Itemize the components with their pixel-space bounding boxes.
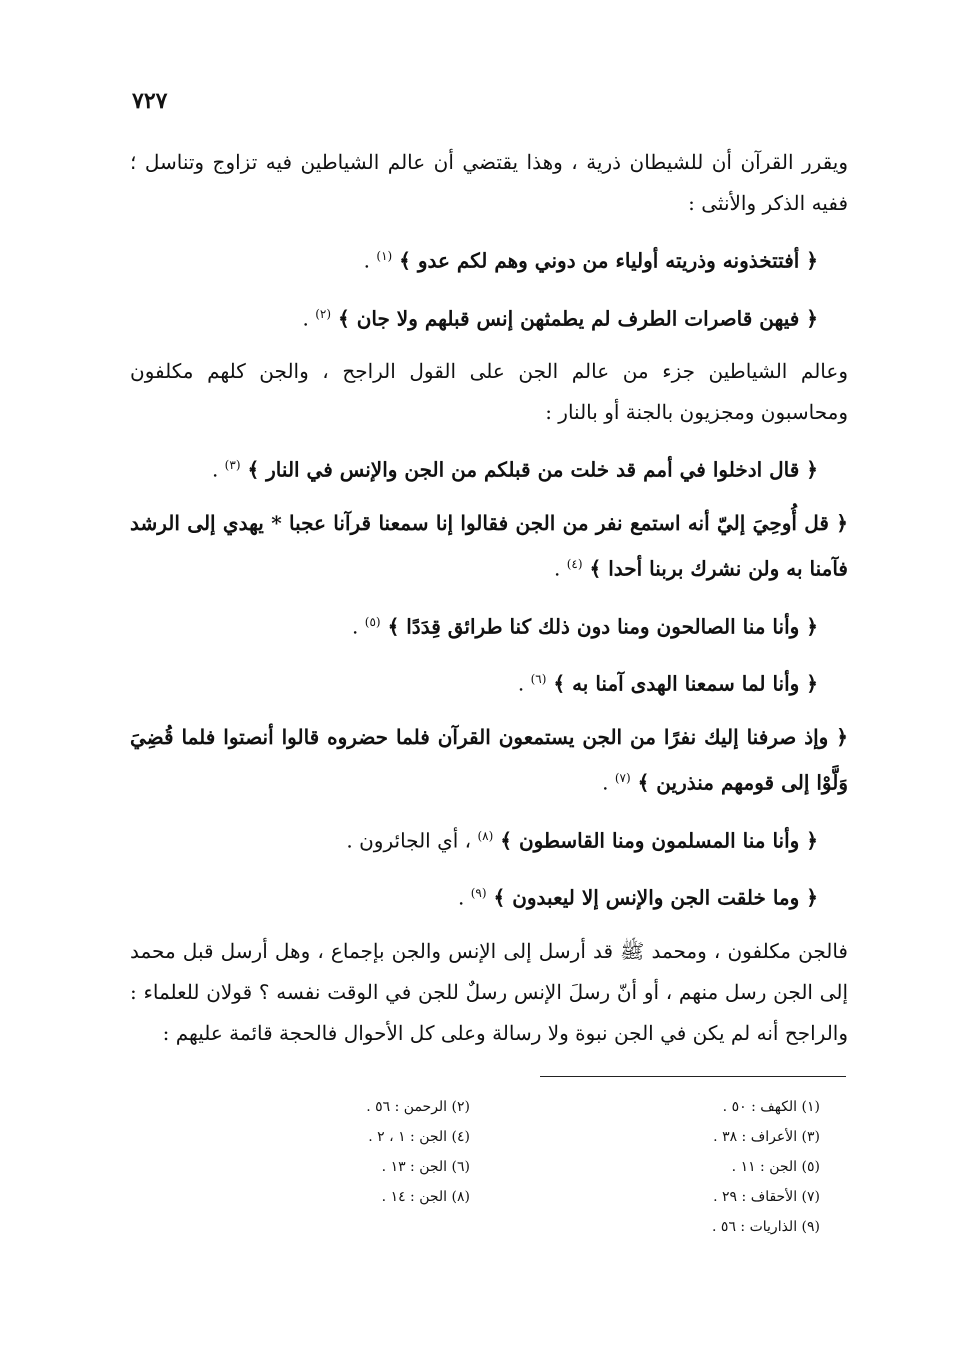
verse-suffix: . bbox=[554, 556, 567, 581]
paragraph-text: فالجن مكلفون ، ومحمد ﷺ قد أرسل إلى الإنس والجن بإجماع ، وهل أرسل قبل محمد إلى الجن رسل منهم ، أو أنّ رسلَ الإنس رسلٌ للجن في الوقت نفسه ؟ قولان للعلماء : والراجح أنه لم يكن في الجن نبوة ولا رسالة وعلى كل الأحوال فالحجة قائمة عليهم : bbox=[130, 938, 848, 1045]
footnote: (٨) الجن : ١٤ . bbox=[381, 1189, 470, 1205]
footnotes-column-even bbox=[250, 1092, 470, 1212]
quran-verse bbox=[130, 659, 848, 705]
quran-verse bbox=[130, 445, 848, 491]
quran-verse bbox=[130, 294, 848, 340]
footnote: (٤) الجن : ١ ، ٢ . bbox=[368, 1129, 470, 1145]
footnote-ref: (١) bbox=[376, 249, 393, 263]
footnote: (٦) الجن : ١٣ . bbox=[381, 1159, 470, 1175]
quran-verse bbox=[130, 717, 848, 804]
footnote-ref: (٦) bbox=[530, 672, 547, 687]
quran-verse bbox=[130, 873, 848, 919]
verse-text: ﴿ وما خلقت الجن والإنس إلا ليعبدون ﴾ bbox=[493, 885, 818, 910]
verse-suffix: . bbox=[602, 770, 615, 795]
verse-suffix: . bbox=[363, 248, 377, 273]
footnote-ref: (٣) bbox=[224, 458, 241, 473]
quran-verse bbox=[130, 503, 848, 590]
footnotes-column-odd bbox=[600, 1092, 820, 1242]
page-number: ٧٢٧ bbox=[132, 88, 168, 114]
footnote-ref: (٢) bbox=[315, 306, 332, 321]
footnote: (١) الكهف : ٥٠ . bbox=[722, 1099, 820, 1115]
footnote-ref: (٥) bbox=[364, 614, 381, 629]
verse-text: ﴿ فيهن قاصرات الطرف لم يطمثهن إنس قبلهم ولا جان ﴾ bbox=[338, 306, 818, 331]
quran-verse bbox=[130, 236, 848, 282]
footnote: (٢) الرحمن : ٥٦ . bbox=[366, 1099, 470, 1115]
verse-suffix: . bbox=[211, 457, 225, 482]
footnote: (٩) الذاريات : ٥٦ . bbox=[712, 1219, 820, 1235]
footnote-divider bbox=[540, 1076, 846, 1077]
paragraph-text: ويقرر القرآن أن للشيطان ذرية ، وهذا يقتضي أن عالم الشياطين فيه تزاوج وتناسل ؛ ففيه الذكر والأنثى : bbox=[130, 150, 848, 215]
footnote-ref: (٧) bbox=[614, 770, 631, 785]
verse-text: ﴿ وأنا منا المسلمون ومنا القاسطون ﴾ bbox=[500, 828, 818, 853]
paragraph bbox=[130, 351, 848, 433]
page-body bbox=[130, 142, 848, 1066]
paragraph bbox=[130, 931, 848, 1054]
verse-suffix: . bbox=[352, 614, 365, 639]
verse-suffix: . bbox=[458, 885, 471, 910]
verse-suffix: ، أي الجائرون . bbox=[346, 828, 478, 853]
quran-verse bbox=[130, 602, 848, 648]
footnote: (٣) الأعراف : ٣٨ . bbox=[713, 1129, 820, 1145]
verse-text: ﴿ وإذ صرفنا إليك نفرًا من الجن يستمعون القرآن فلما حضروه قالوا أنصتوا فلما قُضِيَ وَلَّوْا إلى قومهم منذرين ﴾ bbox=[130, 724, 848, 795]
quran-verse bbox=[130, 816, 848, 862]
verse-suffix: . bbox=[517, 671, 531, 696]
verse-text: ﴿ وأنا منا الصالحون ومنا دون ذلك كنا طرائق قِدَدًا ﴾ bbox=[387, 614, 818, 639]
verse-text: ﴿ أفتتخذونه وذريته أولياء من دوني وهم لكم عدو ﴾ bbox=[399, 248, 818, 273]
verse-text: ﴿ وأنا لما سمعنا الهدى آمنا به ﴾ bbox=[553, 671, 818, 696]
footnote: (٧) الأحقاف : ٢٩ . bbox=[713, 1189, 820, 1205]
footnote: (٥) الجن : ١١ . bbox=[731, 1159, 820, 1175]
verse-text: ﴿ قل أُوحِيَ إليّ أنه استمع نفر من الجن فقالوا إنا سمعنا قرآنا عجبا * يهدي إلى الرشد فآمنا به ولن نشرك بربنا أحدا ﴾ bbox=[130, 510, 849, 581]
footnote-ref: (٤) bbox=[566, 556, 583, 571]
verse-suffix: . bbox=[302, 306, 316, 331]
footnote-ref: (٨) bbox=[477, 828, 494, 843]
paragraph bbox=[130, 142, 848, 224]
footnote-ref: (٩) bbox=[470, 886, 487, 901]
verse-text: ﴿ قال ادخلوا في أمم قد خلت من قبلكم من الجن والإنس في النار ﴾ bbox=[247, 457, 818, 482]
paragraph-text: وعالم الشياطين جزء من عالم الجن على القول الراجح ، والجن كلهم مكلفون ومحاسبون ومجزيون بالجنة أو بالنار : bbox=[130, 359, 848, 425]
